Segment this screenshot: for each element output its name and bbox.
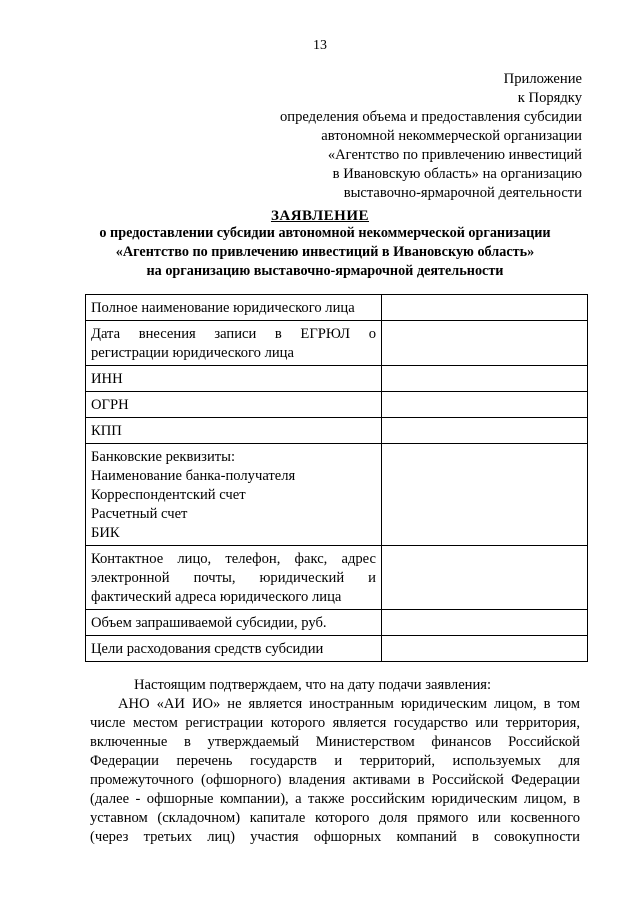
field-label-contacts: Контактное лицо, телефон, факс, адрес электронной почты, юридический и фактический адреса юридического лица [86, 546, 382, 610]
table-row [86, 610, 588, 636]
field-label-egrul-date: Дата внесения записи в ЕГРЮЛ о регистрации юридического лица [86, 321, 382, 366]
table-row [86, 295, 588, 321]
page-number: 13 [313, 38, 327, 53]
field-label-subsidy-amount: Объем запрашиваемой субсидии, руб. [86, 610, 382, 636]
field-label-full-name: Полное наименование юридического лица [86, 295, 382, 321]
body-line: промежуточного (офшорного) владения активами в Российской Федерации [90, 772, 580, 788]
body-line: АНО «АИ ИО» не является иностранным юридическим лицом, в том [118, 696, 580, 712]
appendix-line: к Порядку [517, 90, 582, 106]
table-row [86, 418, 588, 444]
subtitle-line: на организацию выставочно-ярмарочной деятельности [146, 263, 504, 279]
field-value-egrul-date[interactable] [382, 321, 588, 366]
field-value-subsidy-purpose[interactable] [382, 636, 588, 662]
table-row [86, 546, 588, 610]
appendix-line: определения объема и предоставления субсидии [279, 109, 582, 125]
body-line: (далее - офшорные компании), а также российским юридическим лицом, в [90, 791, 580, 807]
body-line: числе местом регистрации которого является государство или территория, [90, 715, 580, 731]
field-value-full-name[interactable] [382, 295, 588, 321]
appendix-heading [222, 70, 582, 203]
field-label-ogrn: ОГРН [86, 392, 382, 418]
field-value-subsidy-amount[interactable] [382, 610, 588, 636]
table-row [86, 321, 588, 366]
subtitle-line: «Агентство по привлечению инвестиций в Ивановскую область» [115, 244, 535, 260]
field-value-contacts[interactable] [382, 546, 588, 610]
appendix-line: автономной некоммерческой организации [321, 128, 582, 144]
appendix-line: выставочно-ярмарочной деятельности [343, 185, 582, 201]
field-value-ogrn[interactable] [382, 392, 588, 418]
body-line: включенные в утверждаемый Министерством финансов Российской [90, 734, 580, 750]
appendix-line: в Ивановскую область» на организацию [332, 166, 582, 182]
table-row [86, 636, 588, 662]
body-line: Федерации перечень государств и территорий, используемых для [90, 753, 580, 769]
body-line: уставном (складочном) капитале которого доля прямого или косвенного [90, 810, 580, 826]
appendix-line: Приложение [503, 71, 582, 87]
table-row [86, 392, 588, 418]
document-subtitle [60, 224, 590, 281]
field-value-kpp[interactable] [382, 418, 588, 444]
field-label-subsidy-purpose: Цели расходования средств субсидии [86, 636, 382, 662]
body-line: Настоящим подтверждаем, что на дату подачи заявления: [134, 677, 492, 693]
subtitle-line: о предоставлении субсидии автономной некоммерческой организации [99, 225, 551, 241]
document-title: ЗАЯВЛЕНИЕ [270, 208, 370, 224]
appendix-line: «Агентство по привлечению инвестиций [327, 147, 582, 163]
table-row [86, 366, 588, 392]
field-value-inn[interactable] [382, 366, 588, 392]
field-value-bank-details[interactable] [382, 444, 588, 546]
field-label-bank-details: Банковские реквизиты: Наименование банка-получателя Корреспондентский счет Расчетный счет БИК [86, 444, 382, 546]
field-label-inn: ИНН [86, 366, 382, 392]
confirmation-paragraph [90, 676, 580, 847]
body-line: (через третьих лиц) участия офшорных компаний в совокупности [90, 829, 580, 845]
application-form-table [85, 294, 588, 662]
field-label-kpp: КПП [86, 418, 382, 444]
table-row [86, 444, 588, 546]
